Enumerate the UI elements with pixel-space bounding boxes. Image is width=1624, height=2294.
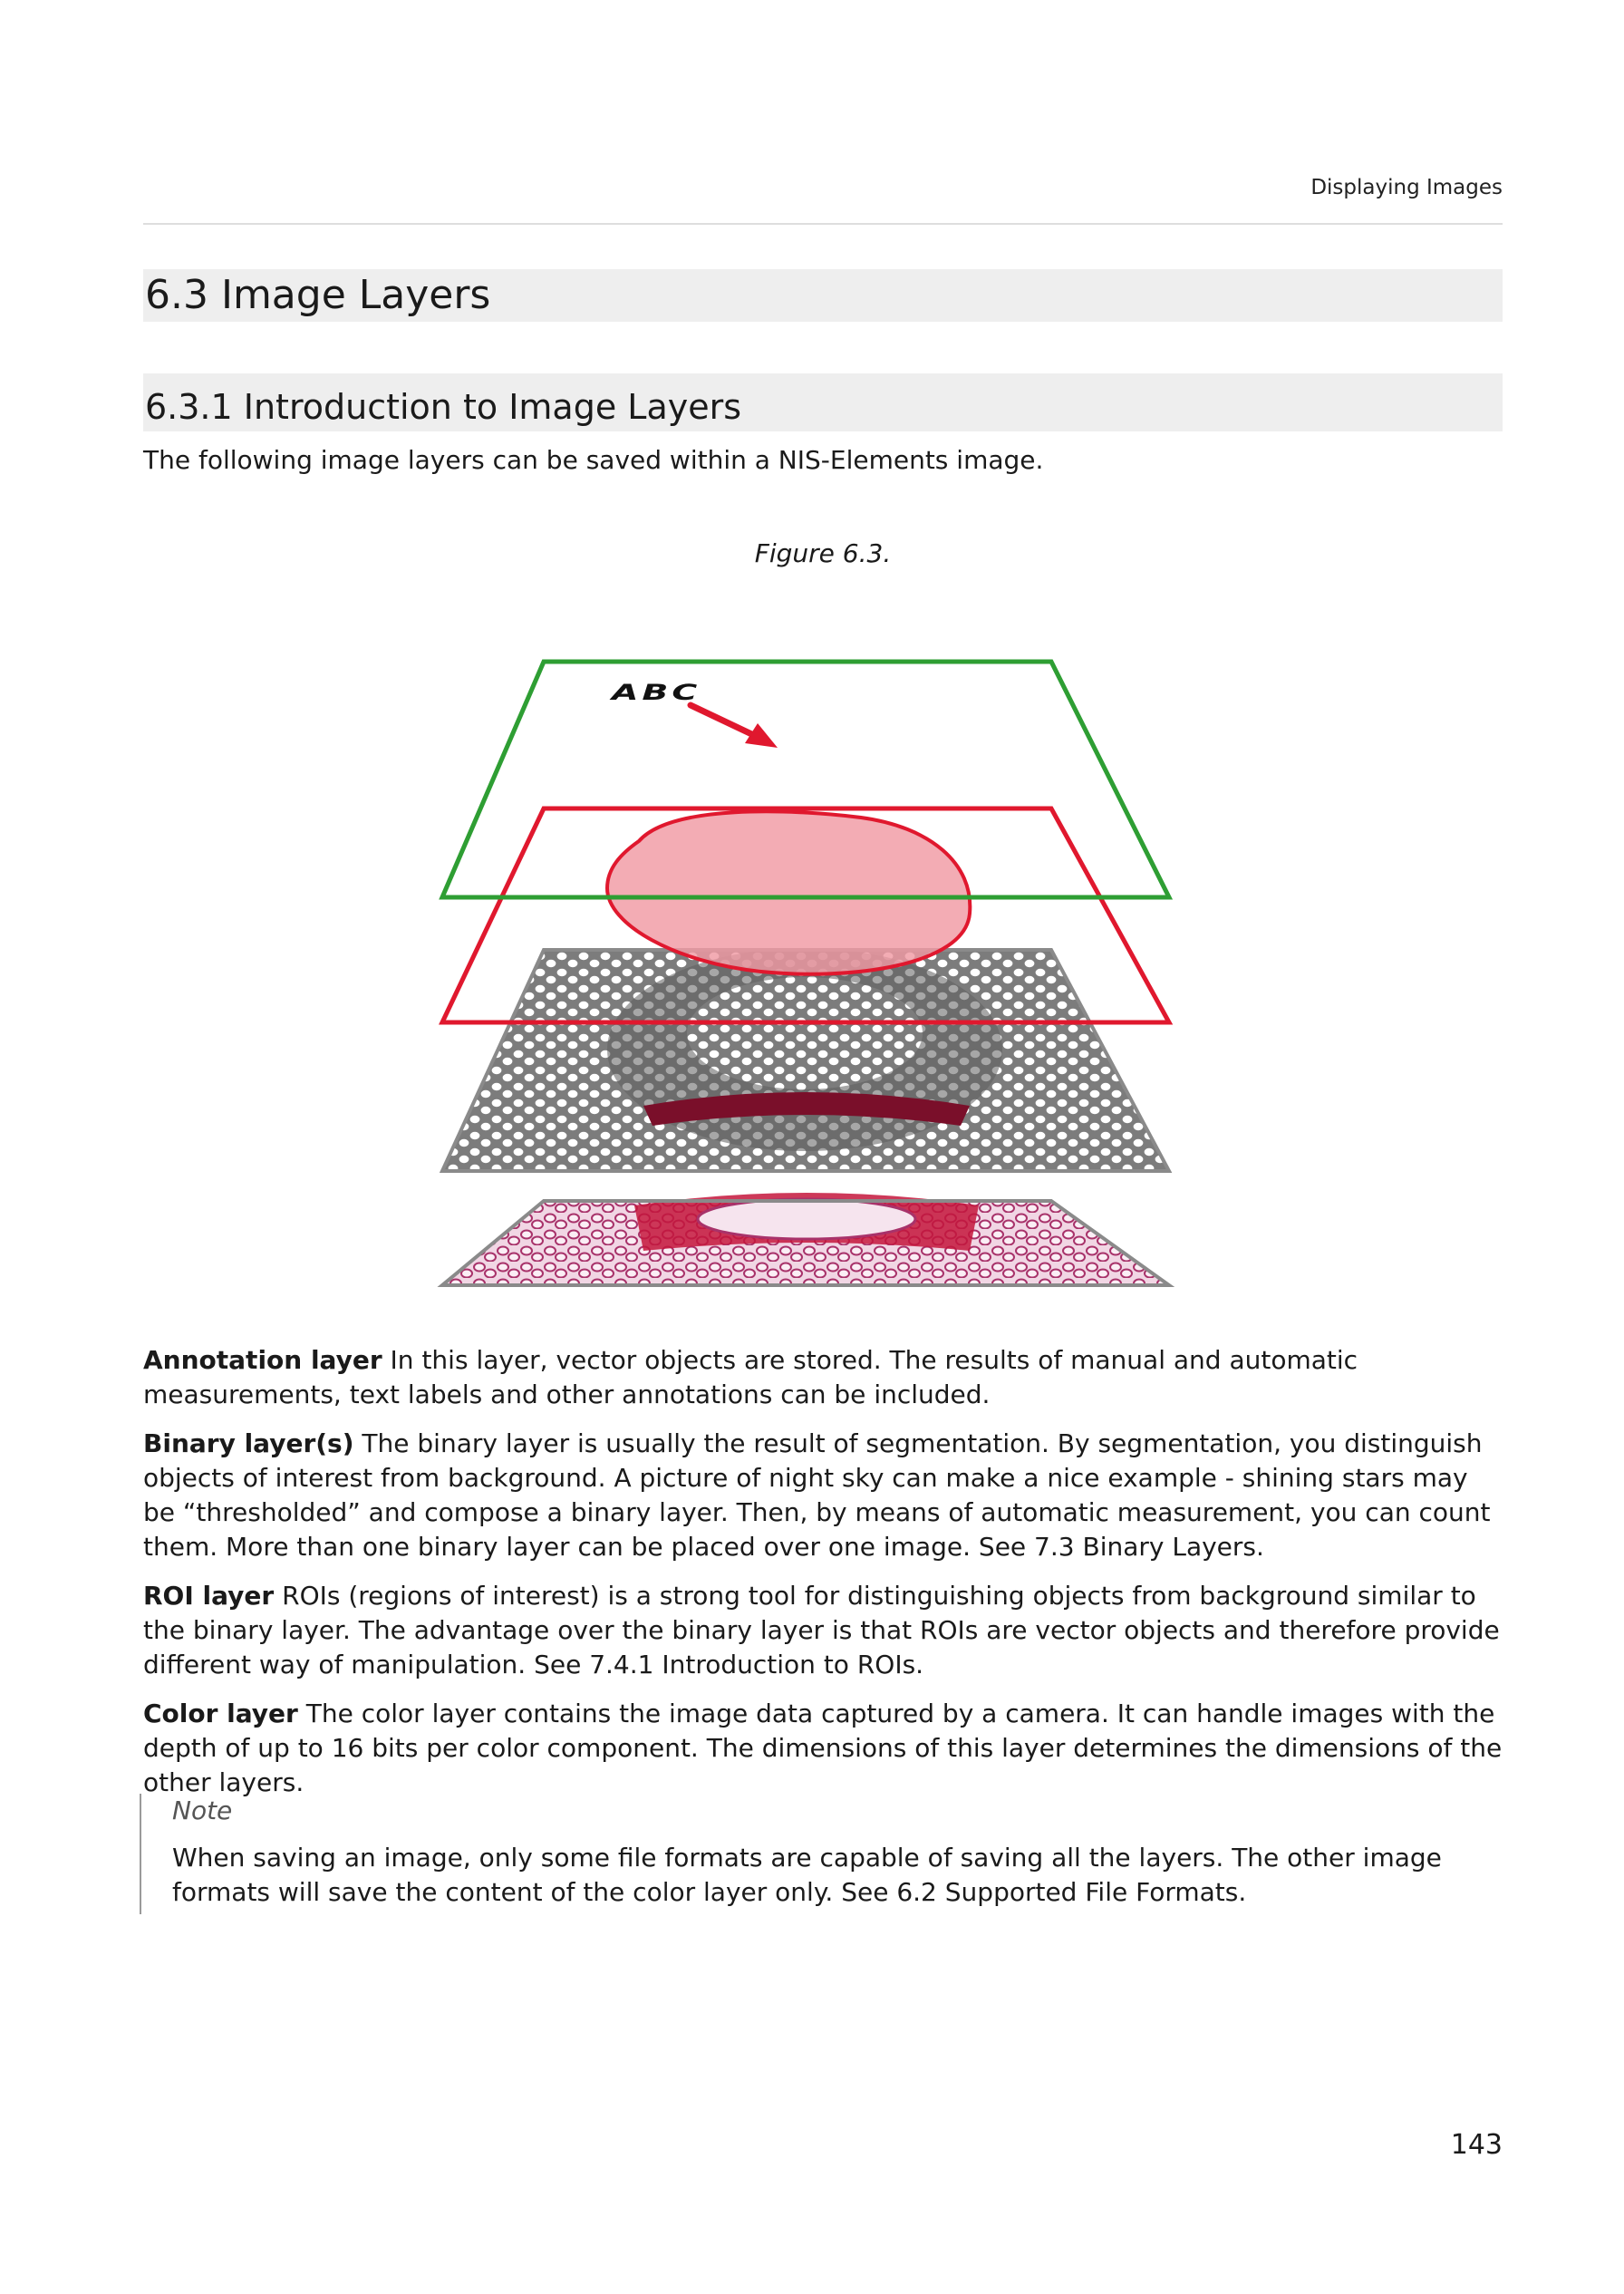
- note-box: [140, 1794, 1503, 1914]
- color-layer-center: [698, 1199, 915, 1239]
- roi-layer-term: ROI layer: [143, 1581, 275, 1611]
- color-layer-paragraph: [143, 1697, 1503, 1800]
- page-number: 143: [1450, 2129, 1503, 2161]
- annotation-layer-description: In this layer, vector objects are stored. The results of manual and automatic measurements, text labels and other annotations can be included.: [143, 1345, 1358, 1409]
- subsection-heading: 6.3.1 Introduction to Image Layers: [143, 373, 1503, 431]
- intro-paragraph: The following image layers can be saved within a NIS-Elements image.: [143, 445, 1044, 475]
- image-layers-figure: [426, 625, 1223, 1296]
- roi-layer-description: ROIs (regions of interest) is a strong tool for distinguishing objects from background similar to the binary layer. The advantage over the binary layer is that ROIs are vector objects and therefore provide different way of manipulation. See 7.4.1 Introduction to ROIs.: [143, 1581, 1500, 1679]
- annotation-arrow-line: [691, 705, 761, 739]
- note-text: When saving an image, only some file formats are capable of saving all the layers. The other image formats will save the content of the color layer only. See 6.2 Supported File Formats.: [172, 1843, 1442, 1907]
- annotation-layer-paragraph: [143, 1343, 1503, 1412]
- binary-layer-description: The binary layer is usually the result of segmentation. By segmentation, you distinguish objects of interest from background. A picture of night sky can make a nice example - shining stars may be “thresholded” and compose a binary layer. Then, by means of automatic measurement, you can count them. More than one binary layer can be placed over one image. See 7.3 Binary Layers.: [143, 1428, 1491, 1562]
- running-header: Displaying Images: [1310, 176, 1503, 199]
- layer-descriptions: [143, 1343, 1503, 1815]
- note-title: Note: [172, 1796, 233, 1825]
- binary-layer-term: Binary layer(s): [143, 1428, 354, 1458]
- annotation-abc-text: ABC: [612, 680, 701, 705]
- roi-layer-paragraph: [143, 1579, 1503, 1682]
- header-divider: [143, 223, 1503, 225]
- color-layer-description: The color layer contains the image data captured by a camera. It can handle images with the depth of up to 16 bits per color component. The dimensions of this layer determines the dimensions of the other layers.: [143, 1699, 1503, 1797]
- annotation-layer-term: Annotation layer: [143, 1345, 382, 1375]
- section-heading: 6.3 Image Layers: [143, 269, 1503, 322]
- color-layer-plane: [442, 1193, 1169, 1285]
- binary-layer-paragraph: [143, 1427, 1503, 1564]
- binary-layer-plane: [442, 948, 1169, 1171]
- binary-layer-core: [687, 977, 923, 1089]
- figure-caption: Figure 6.3.: [754, 538, 892, 568]
- color-layer-term: Color layer: [143, 1699, 298, 1728]
